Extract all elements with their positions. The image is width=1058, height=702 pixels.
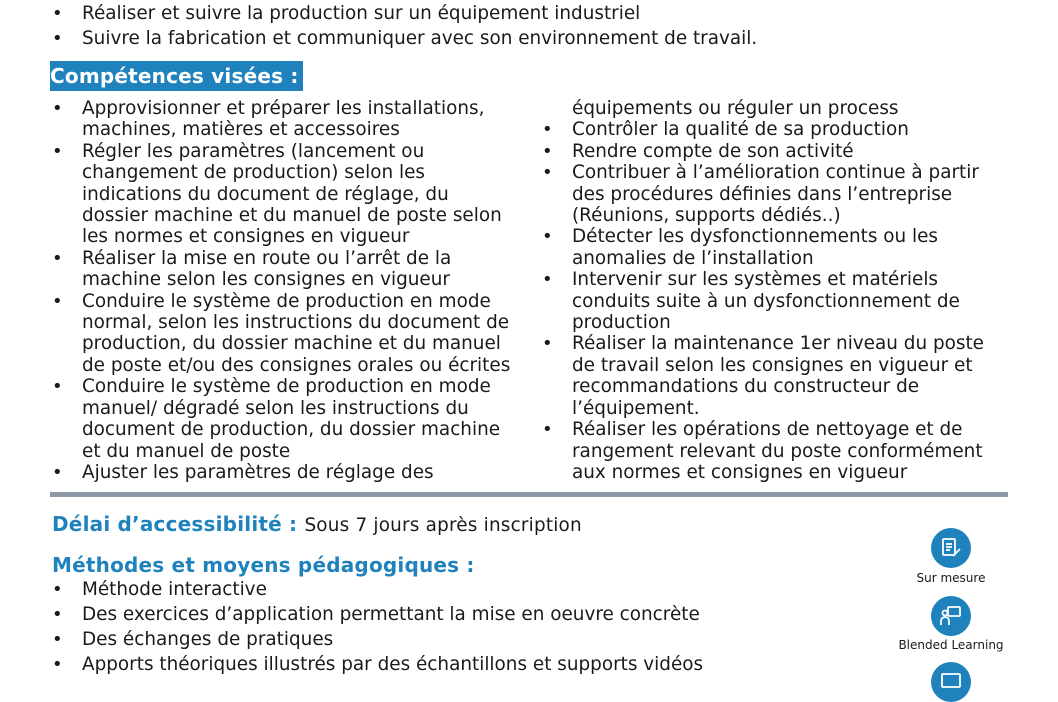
competences-left-list (50, 98, 520, 483)
list-item: • Réaliser et suivre la production sur un équipement industriel (50, 3, 950, 24)
person-screen-icon (931, 596, 971, 636)
list-item: • Apports théoriques illustrés par des échantillons et supports vidéos (50, 654, 890, 675)
list-item: • Intervenir sur les systèmes et matériels conduits suite à un dysfonctionnement de production (540, 269, 1010, 333)
list-item: • Des exercices d’application permettant la mise en oeuvre concrète (50, 604, 890, 625)
objectives-list (50, 3, 950, 52)
list-item: • Suivre la fabrication et communiquer avec son environnement de travail. (50, 28, 950, 49)
list-item: • Conduire le système de production en mode normal, selon les instructions du document de production, du dossier machine et du manuel de poste et/ou des consignes orales ou écrites (50, 291, 520, 377)
badge-label: Blended Learning (898, 638, 1004, 652)
delai-value: Sous 7 jours après inscription (304, 515, 582, 536)
competences-heading: Compétences visées : (50, 61, 303, 91)
list-item: • Régler les paramètres (lancement ou changement de production) selon les indications du document de réglage, du dossier machine et du manuel de poste selon les normes et consignes en vigueur (50, 141, 520, 248)
delai-line (52, 511, 582, 539)
list-item: • Ajuster les paramètres de réglage des (50, 462, 520, 483)
list-item: • Réaliser les opérations de nettoyage et de rangement relevant du poste conformément aux normes et consignes en vigueur (540, 419, 1010, 483)
methodes-heading: Méthodes et moyens pédagogiques : (52, 553, 475, 577)
list-item: • Des échanges de pratiques (50, 629, 890, 650)
certificate-icon (931, 662, 971, 702)
competences-right-list (540, 98, 1010, 483)
methodes-list (50, 579, 890, 675)
list-item: • Réaliser la maintenance 1er niveau du poste de travail selon les consignes en vigueur et recommandations du constructeur de l’équipement. (540, 333, 1010, 419)
list-item: • Approvisionner et préparer les installations, machines, matières et accessoires (50, 98, 520, 141)
badge-label: Sur mesure (916, 571, 986, 585)
list-item: • Contrôler la qualité de sa production (540, 119, 1010, 140)
list-item: • Contribuer à l’amélioration continue à partir des procédures définies dans l’entreprise (Réunions, supports dédiés..) (540, 162, 1010, 226)
list-item: • Réaliser la mise en route ou l’arrêt de la machine selon les consignes en vigueur (50, 248, 520, 291)
delai-label: Délai d’accessibilité : (52, 512, 298, 536)
document-pen-icon (931, 528, 971, 568)
section-divider (50, 492, 1008, 497)
list-item: • Méthode interactive (50, 579, 890, 600)
list-item: • Détecter les dysfonctionnements ou les anomalies de l’installation (540, 226, 1010, 269)
list-item: • Conduire le système de production en mode manuel/ dégradé selon les instructions du document de production, du dossier machine et du manuel de poste (50, 376, 520, 462)
list-item: • Rendre compte de son activité (540, 141, 1010, 162)
list-item-continuation: équipements ou réguler un process (572, 98, 899, 119)
